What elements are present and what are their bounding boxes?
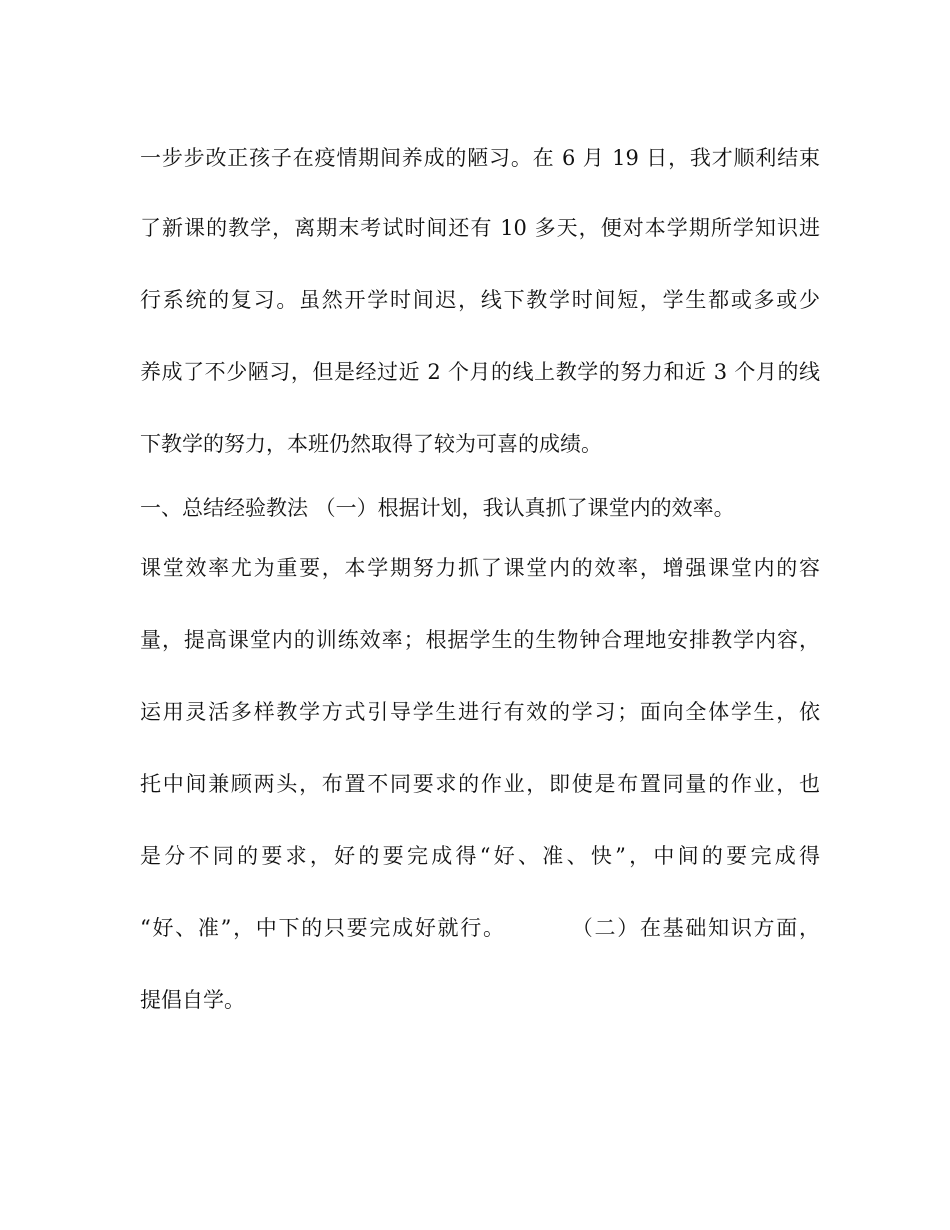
text-line: “好、准”，中下的只要完成好就行。 （二）在基础知识方面， bbox=[140, 916, 820, 940]
section-heading-line: 一、总结经验教法 （一）根据计划，我认真抓了课堂内的效率。 bbox=[140, 496, 735, 520]
text-line: 一步步改正孩子在疫情期间养成的陋习。在 6 月 19 日，我才顺利结束 bbox=[140, 146, 820, 170]
text-line: 量，提高课堂内的训练效率；根据学生的生物钟合理地安排教学内容， bbox=[140, 628, 820, 652]
text-line: 课堂效率尤为重要，本学期努力抓了课堂内的效率，增强课堂内的容 bbox=[140, 556, 820, 580]
text-line: 养成了不少陋习，但是经过近 2 个月的线上教学的努力和近 3 个月的线 bbox=[140, 360, 820, 384]
text-line: 托中间兼顾两头，布置不同要求的作业，即使是布置同量的作业，也 bbox=[140, 772, 820, 796]
text-line: 运用灵活多样教学方式引导学生进行有效的学习；面向全体学生，依 bbox=[140, 700, 820, 724]
text-line: 是分不同的要求，好的要完成得“好、准、快”，中间的要完成得 bbox=[140, 844, 820, 868]
text-line: 提倡自学。 bbox=[140, 988, 245, 1012]
text-line: 下教学的努力，本班仍然取得了较为可喜的成绩。 bbox=[140, 432, 602, 456]
text-line: 了新课的教学，离期末考试时间还有 10 多天，便对本学期所学知识进 bbox=[140, 216, 820, 240]
text-line: 行系统的复习。虽然开学时间迟，线下教学时间短，学生都或多或少 bbox=[140, 288, 820, 312]
